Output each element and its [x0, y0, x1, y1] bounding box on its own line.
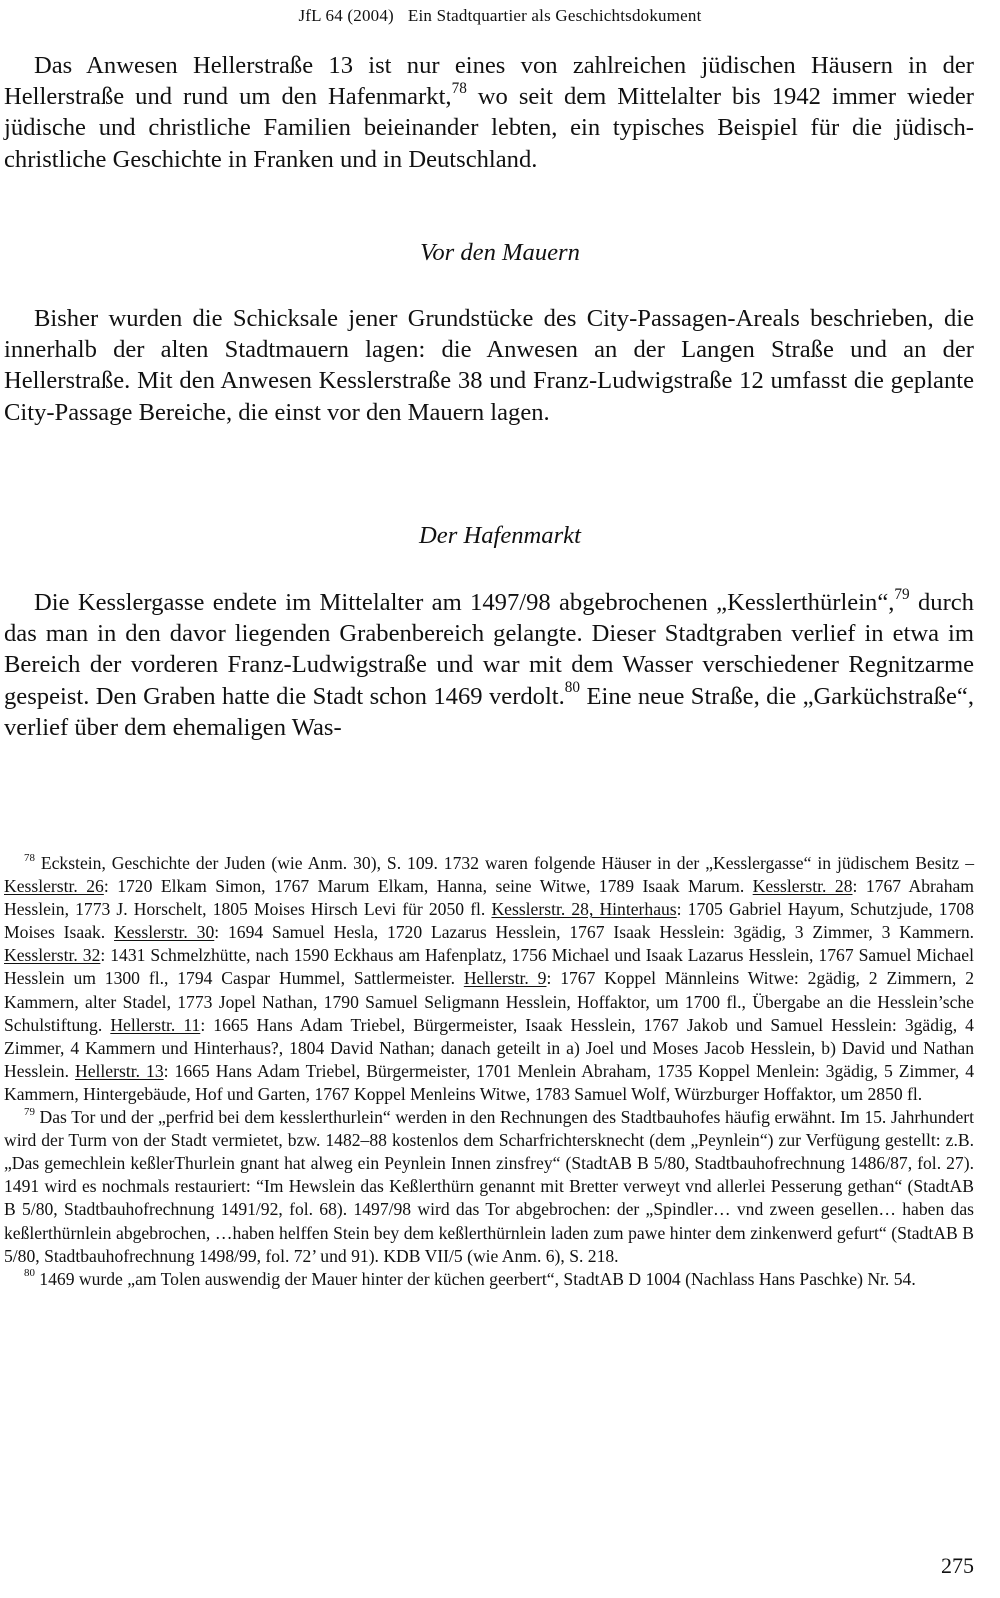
footnote-text: : 1694 Samuel Hesla, 1720 Lazarus Hesslein, 1767 Isaak Hesslein: 3gädig, 3 Zimmer, 3 Kammern. [214, 922, 975, 943]
footnote-ref-80[interactable]: 80 [564, 679, 581, 697]
paragraph-text: Eine neue Straße, die „Garküchstraße“, verlief über dem ehemaligen Was- [4, 682, 974, 741]
footnote-number: 79 [24, 1105, 35, 1118]
footnote-text: : 1767 Abraham Hesslein, 1773 J. Horschelt, 1805 Moises Hirsch Levi für 2050 fl. [4, 876, 974, 920]
footnote-text: : 1720 Elkam Simon, 1767 Marum Elkam, Hanna, seine Witwe, 1789 Isaak Marum. [103, 876, 753, 897]
body-paragraph-2 [4, 303, 974, 428]
footnote-text: 1469 wurde „am Tolen auswendig der Mauer hinter der küchen geerbert“, StadtAB D 1004 (Nachlass Hans Paschke) Nr. 54. [34, 1268, 916, 1289]
address-reference: Hellerstr. 13 [75, 1060, 164, 1081]
address-reference: Kesslerstr. 28 [752, 876, 853, 897]
body-paragraph-3 [4, 587, 974, 743]
running-head [0, 6, 1000, 26]
address-reference: Hellerstr. 9 [463, 968, 547, 989]
footnote-ref-78[interactable]: 78 [451, 79, 467, 97]
footnotes [4, 852, 974, 1291]
footnote-text: : 1705 Gabriel Hayum, Schutzjude, 1708 Moises Isaak. [4, 899, 974, 943]
footnote-number: 78 [24, 851, 35, 864]
footnote-text: : 1767 Koppel Männleins Witwe: 2gädig, 2 Zimmern, 2 Kammern, alter Stadel, 1773 Jopel Nathan, 1790 Samuel Seligmann Hesslein, Hoffaktor, um 1700 fl., Übergabe an die Hesslein’sche Schulstiftung. [4, 968, 974, 1035]
address-reference: Kesslerstr. 32 [4, 945, 101, 966]
footnote-text: : 1665 Hans Adam Triebel, Bürgermeister, 1701 Menlein Abraham, 1735 Koppel Menlein: 3gädig, 5 Zimmer, 4 Kammern, Hintergebäude, Hof und Garten, 1767 Koppel Menleins Witwe, 1783 Samuel Wolf, Würzburger Hoffaktor, um 2850 fl. [4, 1060, 974, 1104]
paragraph-text: durch das man in den davor liegenden Grabenbereich gelangte. Dieser Stadtgraben verlief in etwa im Bereich der vorderen Franz-Ludwigstraße und war mit dem Wasser verschiedener Regnitzarme gespeist. Den Graben hatte die Stadt schon 1469 verdolt. [4, 589, 974, 710]
footnote-ref-79[interactable]: 79 [894, 585, 910, 603]
paragraph-text: Die Kesslergasse endete im Mittelalter am 1497/98 abgebrochenen „Kesslerthürlein“, [34, 589, 895, 616]
paragraph-text: Das Anwesen Hellerstraße 13 ist nur eines von zahlreichen jüdischen Häusern in der Hellerstraße und rund um den Hafenmarkt, [4, 52, 974, 111]
page-number: 275 [941, 1553, 974, 1578]
address-reference: Kesslerstr. 30 [114, 922, 215, 943]
footnote-text: : 1665 Hans Adam Triebel, Bürgermeister, Isaak Hesslein, 1767 Jakob und Samuel Hesslein: 3gädig, 4 Zimmer, 4 Kammern und Hinterhaus?, 1804 David Nathan; danach geteilt in a) Joel und Moses Jacob Hesslein, b) David und Nathan Hesslein. [4, 1014, 974, 1081]
body-paragraph-1 [4, 50, 974, 175]
footnote-number: 80 [24, 1267, 35, 1280]
address-reference: Hellerstr. 11 [110, 1014, 201, 1035]
footnote-text: : 1431 Schmelzhütte, nach 1590 Eckhaus am Hafenplatz, 1756 Michael und Isaak Lazarus Hesslein, 1767 Samuel Michael Hesslein um 1300 fl., 1794 Caspar Hummel, Sattlermeister. [4, 945, 974, 989]
section-heading-vor-den-mauern: Vor den Mauern [420, 239, 580, 266]
footnote-80 [4, 1268, 974, 1291]
paragraph-text: Bisher wurden die Schicksale jener Grundstücke des City-Passagen-Areals beschrieben, die innerhalb der alten Stadtmauern lagen: die Anwesen an der Langen Straße und an der Hellerstraße. Mit den Anwesen Kesslerstraße 38 und Franz-Ludwigstraße 12 umfasst die geplante City-Passage Bereiche, die einst vor den Mauern lagen. [4, 305, 974, 426]
footnote-78 [4, 852, 974, 1106]
footnote-79 [4, 1106, 974, 1268]
footnote-text: Eckstein, Geschichte der Juden (wie Anm. 30), S. 109. 1732 waren folgende Häuser in der „Kesslergasse“ in jüdischem Besitz – [34, 853, 974, 873]
section-heading-der-hafenmarkt: Der Hafenmarkt [419, 522, 581, 549]
running-head-title: Ein Stadtquartier als Geschichtsdokument [407, 6, 702, 25]
paragraph-text: wo seit dem Mittelalter bis 1942 immer wieder jüdische und christliche Familien beieinander lebten, ein typisches Beispiel für die jüdisch-christliche Geschichte in Franken und in Deutschland. [4, 83, 974, 173]
address-reference: Kesslerstr. 26 [4, 876, 104, 897]
footnote-text: Das Tor und der „perfrid bei dem kesslerthurlein“ werden in den Rechnungen des Stadtbauhofes häufig erwähnt. Im 15. Jahrhundert wird der Turm von der Stadt vermietet, bzw. 1482–88 kostenlos dem Scharfrichtersknecht (dem „Peynlein“) zur Verfügung gestellt: z.B. „Das gemechlein keßlerThurlein gnant hat alweg ein Peynlein Innen zinsfrey“ (StadtAB B 5/80, Stadtbauhofrechnung 1486/87, fol. 27). 1491 wird es nochmals restauriert: “Im Hewslein das Keßlerthürn genannt mit Bretter verweyt vnd allerlei Pesserung gethan“ (StadtAB B 5/80, Stadtbauhofrechnung 1491/92, fol. 68). 1497/98 wird das Tor abgebrochen: der „Spindler… vnd zween gesellen… haben das keßlerthürnlein abgebrochen, …haben helffen Stein bey dem keßlerthürnlein laden zum pawe hinter dem zinkenwerd gefurt“ (StadtAB B 5/80, Stadtbauhofrechnung 1498/99, fol. 72’ und 91). KDB VII/5 (wie Anm. 6), S. 218. [4, 1107, 974, 1266]
running-head-journal: JfL 64 (2004) [298, 6, 394, 25]
address-reference: Kesslerstr. 28, Hinterhaus [491, 899, 677, 920]
